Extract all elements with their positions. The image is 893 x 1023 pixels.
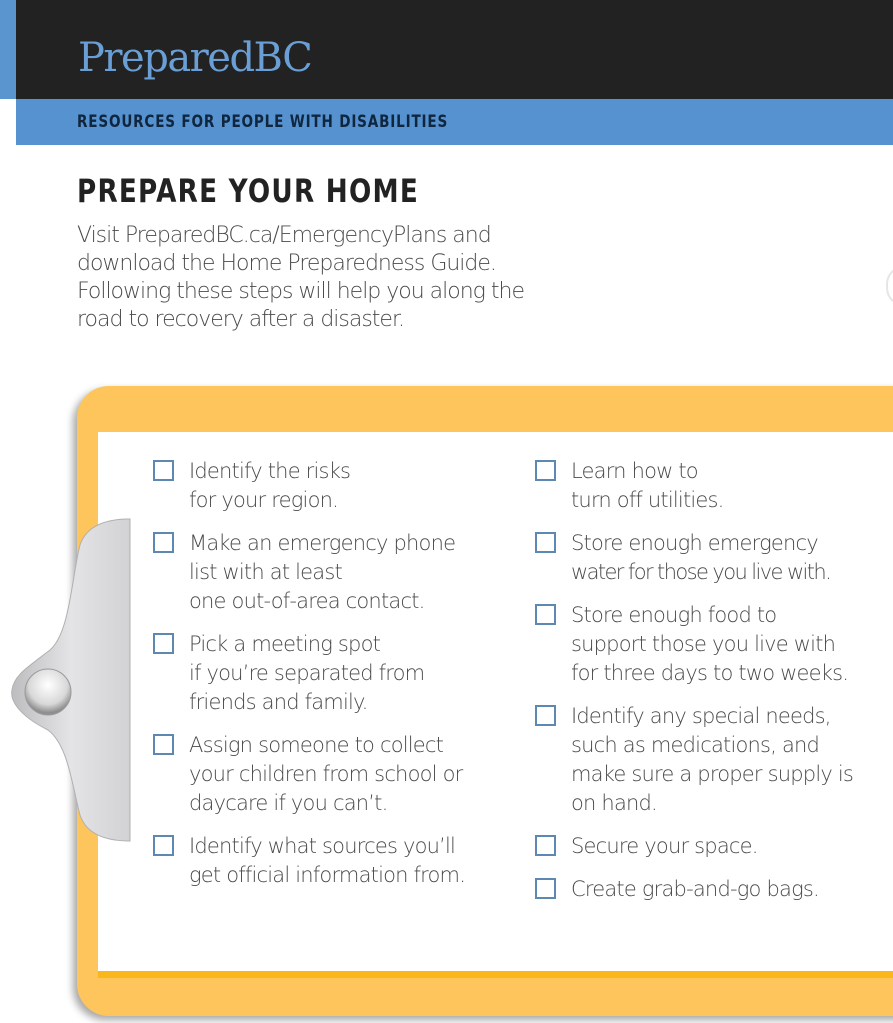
checkbox[interactable]: [153, 633, 174, 654]
checklist-item[interactable]: [535, 529, 893, 587]
checklist-item[interactable]: [153, 630, 513, 717]
category-banner-text: RESOURCES FOR PEOPLE WITH DISABILITIES: [77, 112, 449, 132]
checklist-item-text: Store enough food to support those you live with for three days to two weeks.: [571, 603, 849, 685]
clipboard-clip-icon: [8, 515, 134, 845]
checklist-item-text: Identify any special needs, such as medications, and make sure a proper supply is on hand.: [571, 704, 854, 815]
checklist-right-column: [535, 457, 893, 918]
checklist-item[interactable]: [153, 529, 513, 616]
checklist-left-column: [153, 457, 513, 904]
intro-line: Visit PreparedBC.ca/EmergencyPlans and: [77, 223, 491, 248]
checkbox[interactable]: [535, 835, 556, 856]
checkbox[interactable]: [153, 734, 174, 755]
checklist-item-text: Make an emergency phone list with at least one out-of-area contact.: [189, 531, 456, 613]
checklist-item-text: Assign someone to collect your children from school or daycare if you can’t.: [189, 733, 463, 815]
intro-line: download the Home Preparedness Guide.: [77, 251, 496, 276]
checkbox[interactable]: [153, 460, 174, 481]
checklist-item[interactable]: [535, 832, 893, 861]
intro-line: Following these steps will help you along the: [77, 279, 524, 304]
checkbox[interactable]: [535, 705, 556, 726]
checklist-item[interactable]: [153, 457, 513, 515]
checkbox[interactable]: [153, 532, 174, 553]
checklist-item[interactable]: [535, 457, 893, 515]
checklist-item[interactable]: [535, 702, 893, 818]
checklist-item-text: Identify what sources you’ll get official information from.: [189, 834, 466, 887]
checklist-item-text: Secure your space.: [571, 834, 758, 858]
page-tab-edge: [886, 266, 893, 306]
checkbox[interactable]: [535, 460, 556, 481]
checklist-item-text: Learn how to turn off utilities.: [571, 459, 724, 512]
checklist-item-text: Store enough emergency water for those you live with.: [571, 531, 831, 584]
left-accent-stripe: [0, 0, 16, 99]
checklist-item[interactable]: [535, 601, 893, 688]
checklist-item-text: Pick a meeting spot if you’re separated from friends and family.: [189, 632, 425, 714]
intro-paragraph: [77, 222, 597, 334]
checklist-item-text: Create grab-and-go bags.: [571, 877, 819, 901]
checkbox[interactable]: [153, 835, 174, 856]
checkbox[interactable]: [535, 532, 556, 553]
checklist-item-text: Identify the risks for your region.: [189, 459, 351, 512]
brand-logo: PreparedBC: [78, 35, 312, 81]
checkbox[interactable]: [535, 878, 556, 899]
section-title: PREPARE YOUR HOME: [77, 172, 419, 210]
checklist-item[interactable]: [153, 731, 513, 818]
checkbox[interactable]: [535, 604, 556, 625]
checklist-item[interactable]: [153, 832, 513, 890]
intro-line: road to recovery after a disaster.: [77, 307, 404, 332]
checklist-item[interactable]: [535, 875, 893, 904]
